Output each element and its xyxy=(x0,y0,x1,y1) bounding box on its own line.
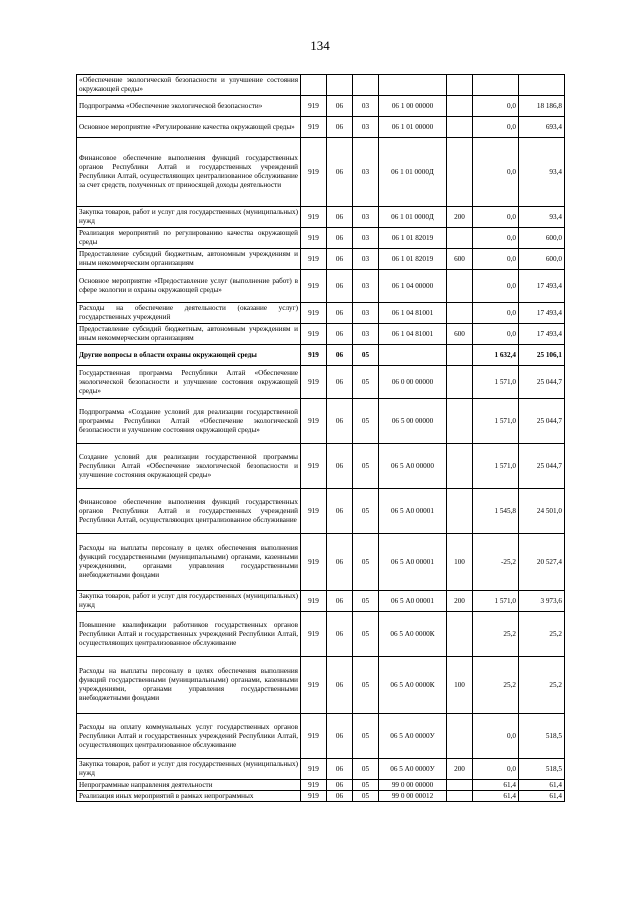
cell-amount-total: 17 493,4 xyxy=(519,270,565,303)
cell-section-code: 06 xyxy=(327,399,353,444)
cell-amount-change: 0,0 xyxy=(473,228,519,249)
cell-subsection-code: 03 xyxy=(353,324,379,345)
cell-subsection-code: 05 xyxy=(353,591,379,612)
cell-subsection-code: 03 xyxy=(353,249,379,270)
table-row xyxy=(77,324,565,345)
cell-ministry-code: 919 xyxy=(301,399,327,444)
cell-amount-total: 600,0 xyxy=(519,228,565,249)
cell-target-article: 06 5 А0 0000У xyxy=(379,714,447,759)
cell-expense-name: Расходы на выплаты персоналу в целях обеспечения выполнения функций государственными (муниципальными) органами, казенными учреждениями, органами управления государственными внебюджетными фондами xyxy=(77,534,301,591)
cell-expense-name: Создание условий для реализации государственной программы Республики Алтай «Обеспечение экологической безопасности и улучшение состояния окружающей среды» xyxy=(77,444,301,489)
cell-target-article: 06 1 01 82019 xyxy=(379,249,447,270)
cell-ministry-code: 919 xyxy=(301,249,327,270)
cell-expense-type xyxy=(447,117,473,138)
cell-amount-change: 0,0 xyxy=(473,138,519,207)
cell-section-code: 06 xyxy=(327,780,353,791)
cell-target-article: 06 1 01 0000Д xyxy=(379,207,447,228)
table-row xyxy=(77,345,565,366)
cell-ministry-code: 919 xyxy=(301,489,327,534)
cell-expense-type xyxy=(447,612,473,657)
table-body xyxy=(77,75,565,802)
cell-subsection-code: 03 xyxy=(353,303,379,324)
cell-subsection-code: 05 xyxy=(353,345,379,366)
cell-section-code: 06 xyxy=(327,249,353,270)
table-row xyxy=(77,489,565,534)
cell-expense-type xyxy=(447,138,473,207)
cell-amount-change: -25,2 xyxy=(473,534,519,591)
cell-target-article: 06 1 01 00000 xyxy=(379,117,447,138)
cell-ministry-code: 919 xyxy=(301,591,327,612)
cell-subsection-code: 05 xyxy=(353,444,379,489)
cell-ministry-code: 919 xyxy=(301,791,327,802)
cell-expense-type: 600 xyxy=(447,324,473,345)
cell-target-article: 06 1 04 81001 xyxy=(379,324,447,345)
cell-expense-name: Закупка товаров, работ и услуг для государственных (муниципальных) нужд xyxy=(77,207,301,228)
cell-amount-change: 25,2 xyxy=(473,612,519,657)
cell-expense-name: Расходы на оплату коммунальных услуг государственных органов Республики Алтай и государственных учреждений Республики Алтай, осуществляющих централизованное обслуживание xyxy=(77,714,301,759)
table-row xyxy=(77,117,565,138)
cell-expense-type xyxy=(447,780,473,791)
cell-amount-total: 25,2 xyxy=(519,657,565,714)
budget-table xyxy=(76,74,565,802)
cell-expense-type: 200 xyxy=(447,591,473,612)
cell-section-code: 06 xyxy=(327,96,353,117)
cell-ministry-code: 919 xyxy=(301,534,327,591)
cell-expense-type xyxy=(447,96,473,117)
table-row xyxy=(77,75,565,96)
cell-amount-change: 1 571,0 xyxy=(473,399,519,444)
cell-amount-change: 1 632,4 xyxy=(473,345,519,366)
table-row xyxy=(77,366,565,399)
cell-target-article: 06 5 А0 00001 xyxy=(379,534,447,591)
cell-expense-type: 100 xyxy=(447,657,473,714)
cell-ministry-code: 919 xyxy=(301,228,327,249)
cell-subsection-code: 05 xyxy=(353,714,379,759)
table-row xyxy=(77,612,565,657)
cell-expense-type xyxy=(447,714,473,759)
cell-expense-type xyxy=(447,489,473,534)
table-row xyxy=(77,591,565,612)
cell-ministry-code: 919 xyxy=(301,780,327,791)
cell-target-article: 06 1 01 82019 xyxy=(379,228,447,249)
cell-expense-name: Финансовое обеспечение выполнения функций государственных органов Республики Алтай и государственных учреждений Республики Алтай, осуществляющих централизованное обслуживание за счет средств, полученных от приносящей доходы деятельности xyxy=(77,138,301,207)
cell-amount-change xyxy=(473,75,519,96)
cell-amount-total: 20 527,4 xyxy=(519,534,565,591)
cell-amount-change: 61,4 xyxy=(473,780,519,791)
cell-subsection-code: 05 xyxy=(353,780,379,791)
cell-subsection-code: 05 xyxy=(353,759,379,780)
cell-amount-change: 0,0 xyxy=(473,270,519,303)
cell-expense-type xyxy=(447,303,473,324)
cell-amount-total: 24 501,0 xyxy=(519,489,565,534)
cell-amount-total: 25 044,7 xyxy=(519,399,565,444)
cell-expense-name: Реализация мероприятий по регулированию качества окружающей среды xyxy=(77,228,301,249)
cell-subsection-code: 03 xyxy=(353,270,379,303)
cell-ministry-code: 919 xyxy=(301,270,327,303)
cell-amount-total: 25 044,7 xyxy=(519,366,565,399)
cell-section-code xyxy=(327,75,353,96)
cell-expense-name: Подпрограмма «Обеспечение экологической безопасности» xyxy=(77,96,301,117)
cell-section-code: 06 xyxy=(327,324,353,345)
cell-ministry-code: 919 xyxy=(301,366,327,399)
cell-section-code: 06 xyxy=(327,444,353,489)
cell-section-code: 06 xyxy=(327,138,353,207)
cell-subsection-code: 05 xyxy=(353,489,379,534)
cell-section-code: 06 xyxy=(327,714,353,759)
cell-ministry-code: 919 xyxy=(301,324,327,345)
table-row xyxy=(77,657,565,714)
cell-target-article: 06 5 А0 0000К xyxy=(379,657,447,714)
cell-expense-type xyxy=(447,345,473,366)
cell-amount-total: 61,4 xyxy=(519,791,565,802)
cell-ministry-code xyxy=(301,75,327,96)
cell-target-article xyxy=(379,345,447,366)
cell-target-article: 06 5 А0 00001 xyxy=(379,489,447,534)
cell-subsection-code: 05 xyxy=(353,791,379,802)
table-row xyxy=(77,791,565,802)
cell-target-article: 06 1 01 0000Д xyxy=(379,138,447,207)
cell-amount-change: 0,0 xyxy=(473,117,519,138)
cell-target-article: 06 0 00 00000 xyxy=(379,366,447,399)
cell-amount-change: 1 571,0 xyxy=(473,366,519,399)
cell-expense-type xyxy=(447,399,473,444)
cell-expense-name: Финансовое обеспечение выполнения функций государственных органов Республики Алтай и государственных учреждений Республики Алтай, осуществляющих централизованное обслуживание xyxy=(77,489,301,534)
cell-expense-name: «Обеспечение экологической безопасности и улучшение состояния окружающей среды» xyxy=(77,75,301,96)
cell-expense-type: 600 xyxy=(447,249,473,270)
cell-section-code: 06 xyxy=(327,489,353,534)
cell-subsection-code: 05 xyxy=(353,657,379,714)
cell-expense-type xyxy=(447,75,473,96)
cell-target-article: 06 1 04 81001 xyxy=(379,303,447,324)
table-row xyxy=(77,534,565,591)
cell-expense-name: Непрограммные направления деятельности xyxy=(77,780,301,791)
cell-expense-name: Закупка товаров, работ и услуг для государственных (муниципальных) нужд xyxy=(77,759,301,780)
cell-amount-total: 518,5 xyxy=(519,714,565,759)
cell-ministry-code: 919 xyxy=(301,117,327,138)
cell-subsection-code: 05 xyxy=(353,366,379,399)
cell-subsection-code: 05 xyxy=(353,534,379,591)
cell-expense-name: Повышение квалификации работников государственных органов Республики Алтай и государственных учреждений Республики Алтай, осуществляющих централизованное обслуживание xyxy=(77,612,301,657)
cell-subsection-code: 03 xyxy=(353,207,379,228)
cell-amount-total: 17 493,4 xyxy=(519,303,565,324)
table-row xyxy=(77,399,565,444)
cell-target-article: 06 1 04 00000 xyxy=(379,270,447,303)
cell-expense-type xyxy=(447,228,473,249)
cell-ministry-code: 919 xyxy=(301,759,327,780)
cell-amount-change: 0,0 xyxy=(473,714,519,759)
cell-amount-total xyxy=(519,75,565,96)
table-row xyxy=(77,228,565,249)
cell-amount-change: 0,0 xyxy=(473,96,519,117)
cell-section-code: 06 xyxy=(327,228,353,249)
cell-expense-name: Основное мероприятие «Предоставление услуг (выполнение работ) в сфере экологии и охраны окружающей среды» xyxy=(77,270,301,303)
cell-amount-change: 0,0 xyxy=(473,207,519,228)
cell-section-code: 06 xyxy=(327,612,353,657)
cell-expense-name: Реализация иных мероприятий в рамках непрограммных xyxy=(77,791,301,802)
cell-amount-total: 693,4 xyxy=(519,117,565,138)
cell-amount-total: 93,4 xyxy=(519,207,565,228)
table-row xyxy=(77,249,565,270)
cell-target-article: 06 5 00 00000 xyxy=(379,399,447,444)
cell-target-article: 06 5 А0 0000К xyxy=(379,612,447,657)
cell-amount-change: 0,0 xyxy=(473,249,519,270)
table-row xyxy=(77,96,565,117)
table-row xyxy=(77,444,565,489)
cell-amount-total: 518,5 xyxy=(519,759,565,780)
cell-ministry-code: 919 xyxy=(301,138,327,207)
cell-target-article: 99 0 00 00000 xyxy=(379,780,447,791)
cell-target-article: 99 0 00 00012 xyxy=(379,791,447,802)
cell-subsection-code: 05 xyxy=(353,612,379,657)
table-row xyxy=(77,780,565,791)
cell-subsection-code: 05 xyxy=(353,399,379,444)
cell-expense-name: Закупка товаров, работ и услуг для государственных (муниципальных) нужд xyxy=(77,591,301,612)
cell-amount-total: 93,4 xyxy=(519,138,565,207)
table-row xyxy=(77,759,565,780)
cell-target-article: 06 5 А0 00000 xyxy=(379,444,447,489)
cell-section-code: 06 xyxy=(327,270,353,303)
cell-amount-change: 0,0 xyxy=(473,759,519,780)
cell-expense-name: Расходы на обеспечение деятельности (оказание услуг) государственных учреждений xyxy=(77,303,301,324)
cell-expense-type: 100 xyxy=(447,534,473,591)
cell-amount-total: 25 044,7 xyxy=(519,444,565,489)
table-row xyxy=(77,303,565,324)
cell-expense-name: Предоставление субсидий бюджетным, автономным учреждениям и иным некоммерческим организациям xyxy=(77,249,301,270)
cell-section-code: 06 xyxy=(327,207,353,228)
cell-expense-type xyxy=(447,791,473,802)
cell-subsection-code: 03 xyxy=(353,96,379,117)
cell-amount-change: 1 571,0 xyxy=(473,591,519,612)
cell-section-code: 06 xyxy=(327,534,353,591)
cell-amount-change: 61,4 xyxy=(473,791,519,802)
cell-amount-total: 25,2 xyxy=(519,612,565,657)
cell-section-code: 06 xyxy=(327,303,353,324)
table-row xyxy=(77,207,565,228)
cell-ministry-code: 919 xyxy=(301,657,327,714)
cell-target-article: 06 5 А0 00001 xyxy=(379,591,447,612)
cell-ministry-code: 919 xyxy=(301,303,327,324)
cell-expense-type: 200 xyxy=(447,759,473,780)
cell-expense-type xyxy=(447,444,473,489)
cell-target-article: 06 1 00 00000 xyxy=(379,96,447,117)
cell-expense-name: Другие вопросы в области охраны окружающей среды xyxy=(77,345,301,366)
cell-ministry-code: 919 xyxy=(301,207,327,228)
cell-amount-change: 1 545,8 xyxy=(473,489,519,534)
cell-amount-total: 17 493,4 xyxy=(519,324,565,345)
cell-amount-change: 1 571,0 xyxy=(473,444,519,489)
cell-section-code: 06 xyxy=(327,759,353,780)
cell-target-article: 06 5 А0 0000У xyxy=(379,759,447,780)
cell-subsection-code xyxy=(353,75,379,96)
cell-amount-total: 3 973,6 xyxy=(519,591,565,612)
table-row xyxy=(77,270,565,303)
cell-section-code: 06 xyxy=(327,791,353,802)
cell-target-article xyxy=(379,75,447,96)
cell-amount-total: 600,0 xyxy=(519,249,565,270)
cell-subsection-code: 03 xyxy=(353,138,379,207)
cell-ministry-code: 919 xyxy=(301,96,327,117)
cell-section-code: 06 xyxy=(327,366,353,399)
cell-ministry-code: 919 xyxy=(301,714,327,759)
cell-amount-total: 61,4 xyxy=(519,780,565,791)
cell-section-code: 06 xyxy=(327,591,353,612)
cell-section-code: 06 xyxy=(327,117,353,138)
cell-section-code: 06 xyxy=(327,657,353,714)
cell-amount-change: 0,0 xyxy=(473,324,519,345)
cell-expense-name: Основное мероприятие «Регулирование качества окружающей среды» xyxy=(77,117,301,138)
cell-expense-type: 200 xyxy=(447,207,473,228)
cell-section-code: 06 xyxy=(327,345,353,366)
cell-ministry-code: 919 xyxy=(301,612,327,657)
cell-expense-name: Государственная программа Республики Алтай «Обеспечение экологической безопасности и улучшение состояния окружающей среды» xyxy=(77,366,301,399)
cell-subsection-code: 03 xyxy=(353,228,379,249)
cell-ministry-code: 919 xyxy=(301,444,327,489)
cell-expense-name: Расходы на выплаты персоналу в целях обеспечения выполнения функций государственными (муниципальными) органами, казенными учреждениями, органами управления государственными внебюджетными фондами xyxy=(77,657,301,714)
cell-amount-total: 25 106,1 xyxy=(519,345,565,366)
cell-amount-change: 25,2 xyxy=(473,657,519,714)
cell-expense-name: Предоставление субсидий бюджетным, автономным учреждениям и иным некоммерческим организациям xyxy=(77,324,301,345)
cell-ministry-code: 919 xyxy=(301,345,327,366)
table-row xyxy=(77,138,565,207)
cell-expense-type xyxy=(447,366,473,399)
cell-expense-name: Подпрограмма «Создание условий для реализации государственной программы Республики Алтай «Обеспечение экологической безопасности и улучшение состояния окружающей среды» xyxy=(77,399,301,444)
table-row xyxy=(77,714,565,759)
cell-amount-total: 18 186,8 xyxy=(519,96,565,117)
cell-expense-type xyxy=(447,270,473,303)
page-number: 134 xyxy=(310,38,330,53)
cell-amount-change: 0,0 xyxy=(473,303,519,324)
cell-subsection-code: 03 xyxy=(353,117,379,138)
